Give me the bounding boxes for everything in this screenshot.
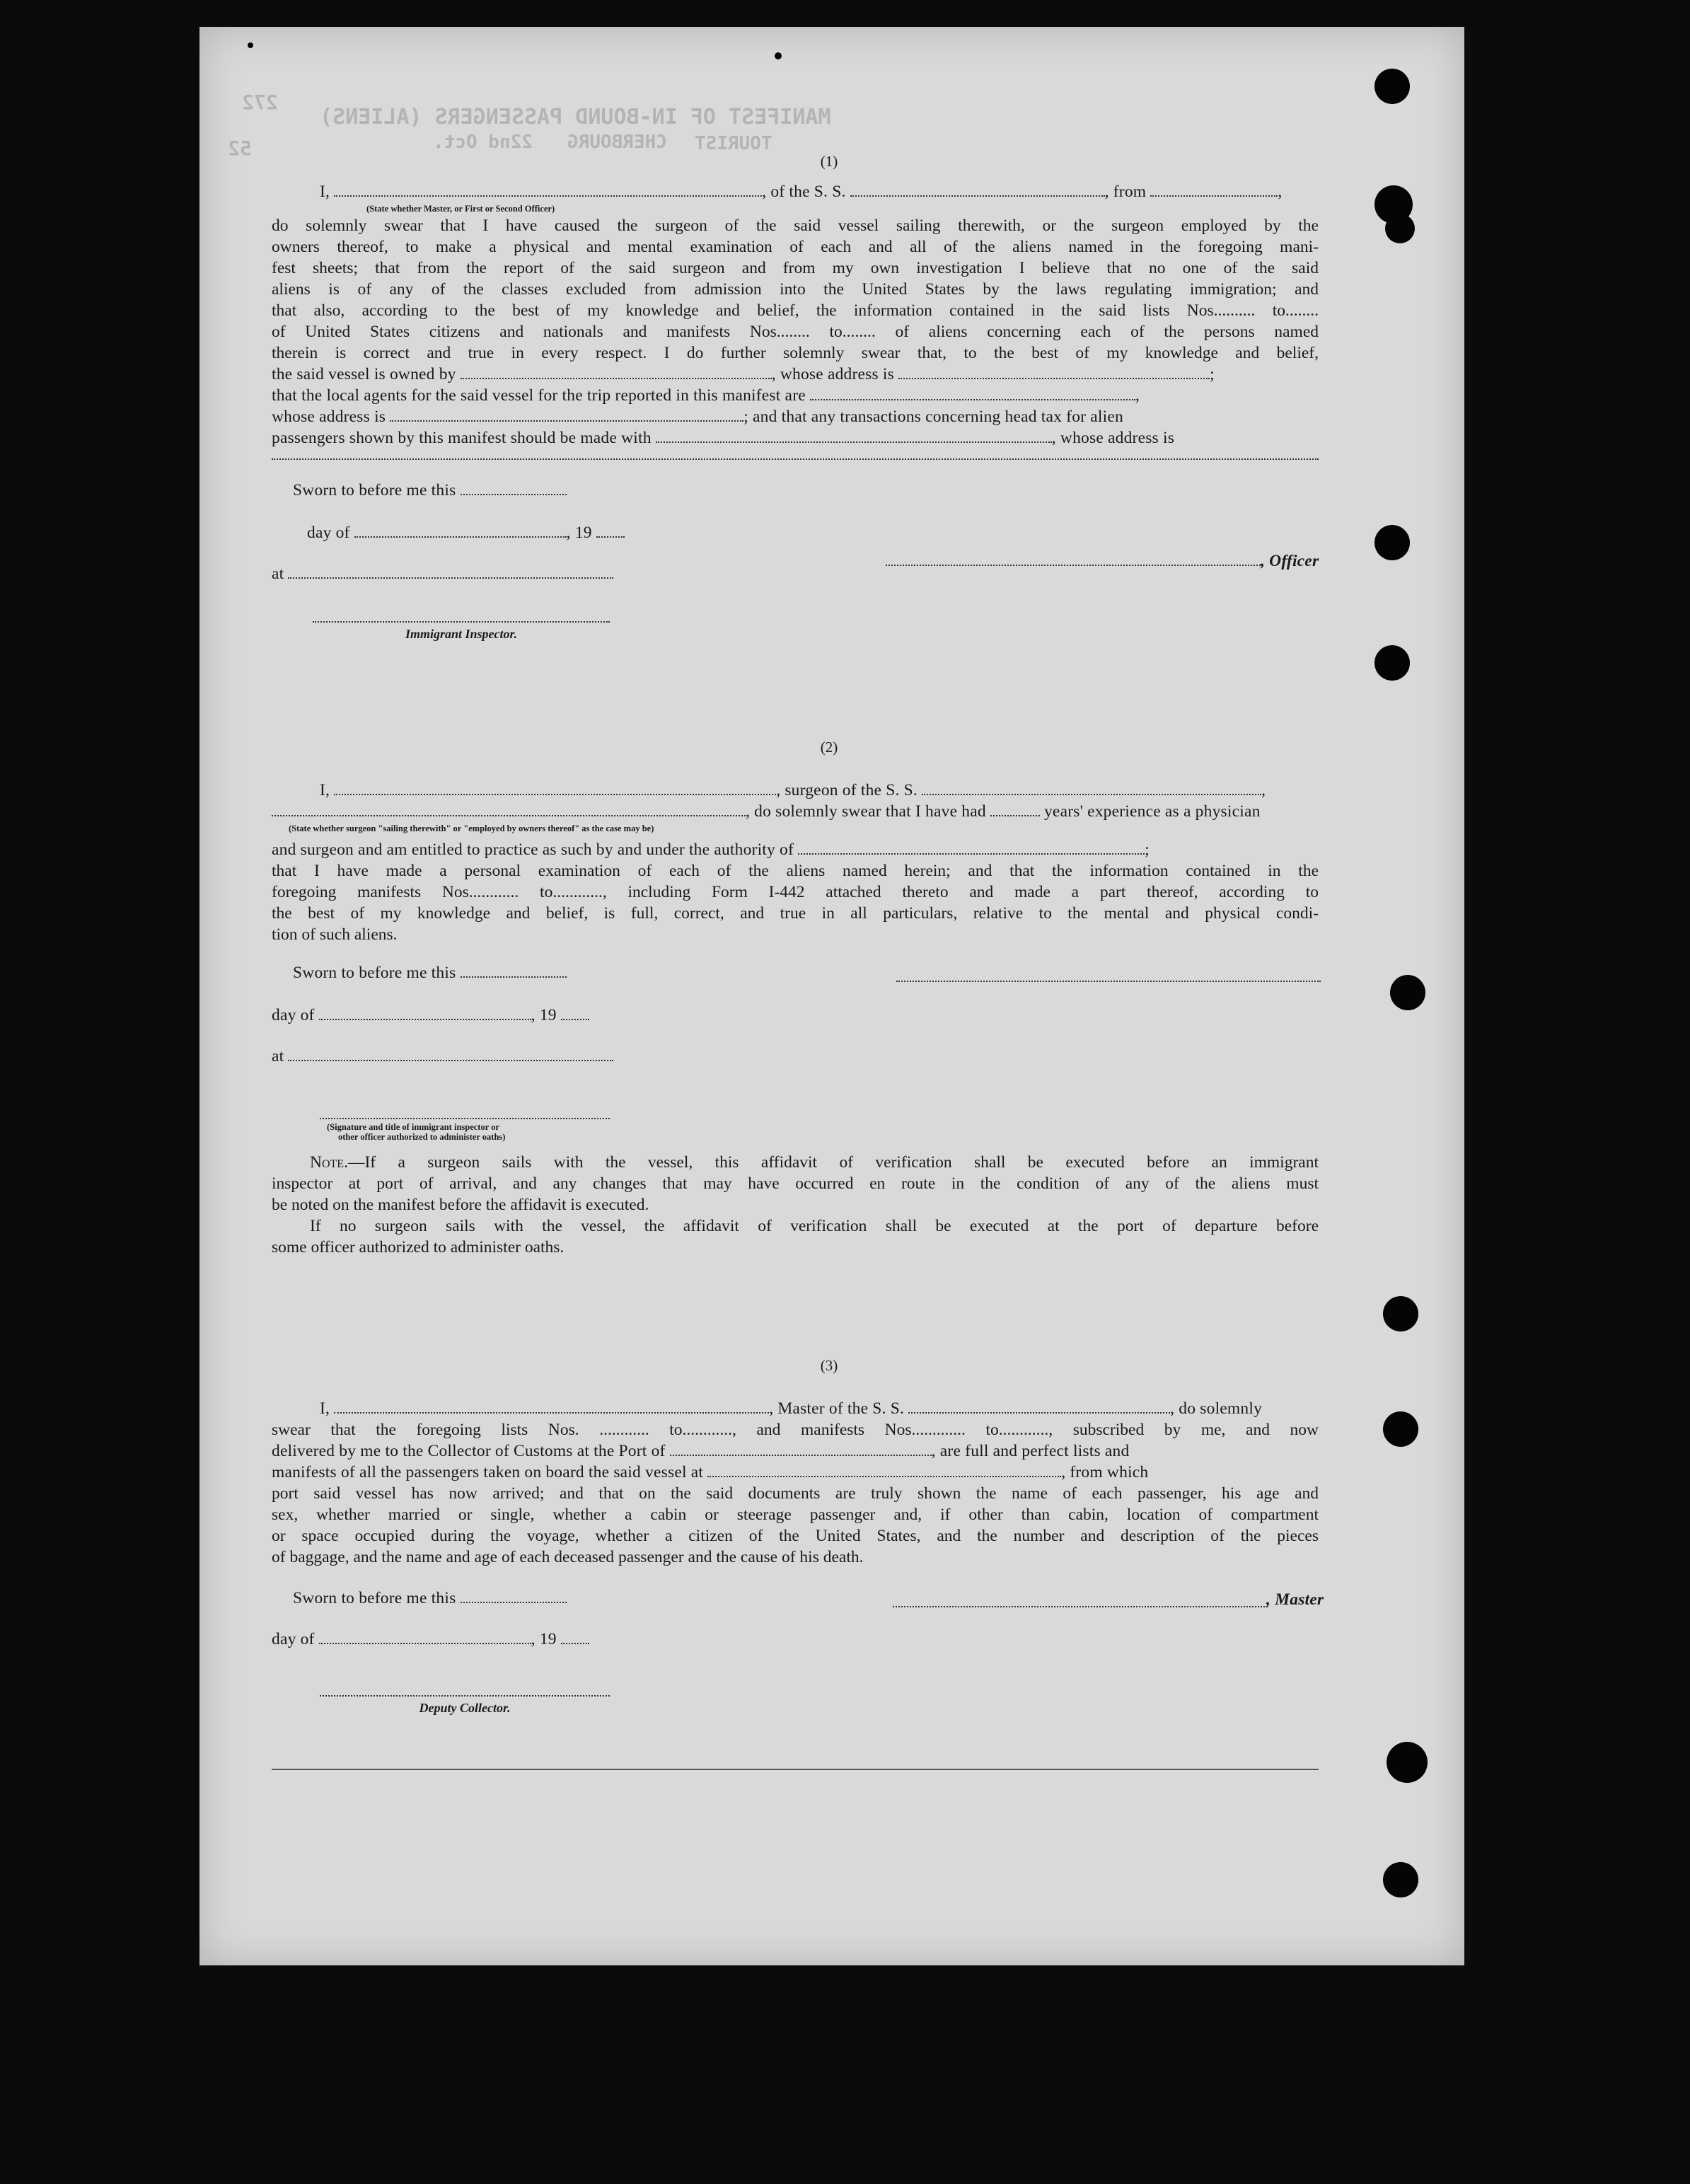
binder-hole-5 (1374, 645, 1410, 681)
sec1-agents-line: that the local agents for the said vessel for the trip reported in this manifest are , (272, 386, 1140, 405)
officer-label: , Officer (1261, 552, 1319, 570)
sec2-day-of-label: day of (272, 1006, 315, 1024)
sec2-note-line-0 (272, 1152, 1319, 1173)
inspector-signature-line[interactable] (313, 621, 610, 623)
sec3-sworn-label: Sworn to before me this (293, 1589, 456, 1607)
binder-hole-1 (1374, 69, 1410, 104)
sec3-year-label: , 19 (531, 1630, 557, 1648)
bleed-through-number: 272 (242, 91, 278, 114)
speck-center (775, 52, 782, 59)
sec2-at-label: at (272, 1047, 284, 1065)
sec3-line-5: or space occupied during the voyage, whether a citizen of the United States, and the number and description of the pieces (272, 1527, 1319, 1545)
sec3-embark-blank[interactable] (707, 1463, 1061, 1477)
sec1-line-6: therein is correct and true in every respect. I do further solemnly swear that, to the best of my knowledge and belief, (272, 344, 1319, 362)
authority-blank[interactable] (798, 840, 1145, 855)
sec1-line-0: do solemnly swear that I have caused the surgeon of the said vessel sailing therewith, or the surgeon employed by the (272, 216, 1319, 235)
deputy-collector-caption: Deputy Collector. (419, 1701, 511, 1715)
sec3-line-6: of baggage, and the name and age of each deceased passenger and the cause of his death. (272, 1548, 864, 1566)
sec1-from-blank[interactable] (1150, 183, 1278, 197)
sec2-authority-line: and surgeon and am entitled to practice as such by and under the authority of ; (272, 840, 1150, 859)
section-1-number: (1) (820, 153, 838, 170)
sec1-line-i: I, , of the S. S. , from , (320, 183, 1283, 201)
agents-blank[interactable] (810, 386, 1135, 400)
owner-blank[interactable] (461, 365, 772, 379)
passengers-label: passengers shown by this manifest should be made with (272, 429, 652, 447)
sec1-passengers-line (272, 427, 1174, 449)
sec2-note2b-line: some officer authorized to administer oaths. (272, 1238, 565, 1256)
sec1-tax-line (272, 406, 1123, 427)
sec2-line-1: foregoing manifests Nos............ to............, including Form I-442 attached thereto and made a part thereof, according to (272, 883, 1319, 901)
sec3-i-label: I, (320, 1399, 330, 1418)
note-text-0: —If a surgeon sails with the vessel, this affidavit of verification shall be executed before an immigrant (347, 1153, 1319, 1172)
head-tax-blank[interactable] (656, 429, 1052, 443)
binder-hole-7 (1383, 1296, 1418, 1331)
sec3-line-0: swear that the foregoing lists Nos. ............ to............, and manifests Nos............. to............, subscribed by me, and now (272, 1421, 1319, 1439)
sec3-collector-label: delivered by me to the Collector of Customs at the Port of (272, 1442, 666, 1460)
month-blank[interactable] (354, 524, 567, 538)
sec1-of-ss-label: , of the S. S. (762, 183, 846, 201)
binder-hole-9 (1387, 1742, 1428, 1783)
sec2-at (272, 1046, 613, 1067)
binder-hole-6 (1390, 975, 1425, 1010)
binder-hole-8 (1383, 1411, 1418, 1447)
sec1-sworn (293, 480, 567, 501)
authority-label: and surgeon and am entitled to practice as such by and under the authority of (272, 840, 794, 859)
year-blank[interactable] (596, 524, 625, 538)
sec3-day-of-label: day of (272, 1630, 315, 1648)
owned-by-label: the said vessel is owned by (272, 365, 456, 383)
sworn-label: Sworn to before me this (293, 481, 456, 499)
sec3-year-blank[interactable] (561, 1630, 589, 1644)
local-agents-label: that the local agents for the said vessel for the trip reported in this manifest are (272, 386, 806, 405)
whose-address-label-2: whose address is (272, 408, 386, 426)
sec1-at (272, 563, 613, 584)
master-of-label: , Master of the S. S. (769, 1399, 905, 1418)
sec3-ship-blank[interactable] (908, 1399, 1170, 1414)
sec3-line-2 (272, 1462, 1148, 1483)
manifest-page (199, 27, 1464, 1965)
officer-signature-line[interactable] (886, 565, 1261, 566)
agents-address-blank[interactable] (390, 408, 743, 422)
immigrant-inspector-caption: Immigrant Inspector. (405, 627, 518, 641)
sec3-sworn (293, 1588, 567, 1609)
sec3-port-blank[interactable] (670, 1442, 932, 1456)
surgeon-of-label: , surgeon of the S. S. (776, 781, 918, 799)
binder-hole-10 (1383, 1862, 1418, 1897)
sec2-day-of (272, 1005, 589, 1026)
owner-address-blank[interactable] (898, 365, 1210, 379)
note-label: Note. (310, 1153, 348, 1172)
deputy-signature-line[interactable] (320, 1695, 610, 1697)
sec3-manifests-label: manifests of all the passengers taken on board the said vessel at (272, 1463, 704, 1481)
sec2-sworn (293, 962, 567, 983)
sec1-officer-blank[interactable] (334, 183, 762, 197)
sec2-sig-note-2: other officer authorized to administer oaths) (338, 1132, 506, 1142)
at-place-blank[interactable] (288, 565, 613, 579)
sec3-line-4: sex, whether married or single, whether a cabin or steerage passenger and, if other than cabin, location of compartment (272, 1506, 1319, 1524)
sec2-sworn-label: Sworn to before me this (293, 964, 456, 982)
section-3-number: (3) (820, 1357, 838, 1374)
speck-left (248, 42, 253, 48)
sec1-day-of (307, 522, 625, 543)
year-label: , 19 (566, 524, 592, 542)
sec2-ship-blank[interactable] (922, 781, 1261, 795)
whose-address-label-3: , whose address is (1051, 429, 1175, 447)
sec1-officer-note: (State whether Master, or First or Second Officer) (366, 204, 555, 214)
whose-address-label: , whose address is (771, 365, 894, 383)
sec3-month-blank[interactable] (319, 1630, 531, 1644)
sec1-line-2: fest sheets; that from the report of the said surgeon and from my own investigation I believe that no one of the said (272, 259, 1319, 277)
bleed-through-class: TOURIST (695, 133, 772, 154)
sec2-line-surgeon-of: I, , surgeon of the S. S. , (320, 781, 1266, 799)
sec1-ship-blank[interactable] (850, 183, 1105, 197)
sec1-line-4: that also, according to the best of my knowledge and belief, the information contained in the said lists Nos.......... to........ (272, 301, 1319, 320)
bleed-through-page: 52 (228, 137, 252, 160)
sec2-line-3: tion of such aliens. (272, 925, 398, 944)
sec1-owned-line: the said vessel is owned by , whose address is ; (272, 365, 1215, 383)
bottom-rule (272, 1769, 1319, 1770)
sec2-note-line-1: inspector at port of arrival, and any changes that may have occurred en route in the condition of any of the aliens must (272, 1174, 1319, 1193)
binder-hole-4 (1374, 525, 1410, 560)
master-signature-line[interactable] (893, 1606, 1268, 1607)
sec2-year-blank[interactable] (561, 1006, 589, 1020)
sec2-surgeon-note: (State whether surgeon "sailing therewith" or "employed by owners thereof" as the case may be) (289, 824, 654, 833)
sec1-i-label: I, (320, 183, 330, 201)
sec2-at-blank[interactable] (288, 1047, 613, 1061)
from-which-label: , from which (1061, 1463, 1149, 1481)
sworn-day-blank[interactable] (461, 481, 567, 495)
sec3-line-3: port said vessel has now arrived; and that on the said documents are truly shown the name of each passenger, his age and (272, 1484, 1319, 1503)
full-perfect-label: , are full and perfect lists and (931, 1442, 1130, 1460)
head-tax-label: ; and that any transactions concerning head tax for alien (743, 408, 1123, 426)
at-label: at (272, 565, 284, 583)
sec1-address-blank-line[interactable] (272, 458, 1319, 460)
sec2-month-blank[interactable] (319, 1006, 531, 1020)
sec2-sig-note-1: (Signature and title of immigrant inspector or (327, 1122, 499, 1132)
years-blank[interactable] (990, 802, 1040, 816)
sec2-inspector-signature-line[interactable] (320, 1118, 610, 1119)
sec2-line-2: the best of my knowledge and belief, is full, correct, and true in all particulars, relative to the mental and physical condi- (272, 904, 1319, 923)
bleed-through-date: 22nd Oct. (433, 132, 533, 153)
sec3-day-of (272, 1629, 589, 1650)
sec1-line-5: of United States citizens and nationals and manifests Nos........ to........ of aliens concerning each of the persons named (272, 323, 1319, 341)
bleed-through-header: MANIFEST OF IN-BOUND PASSENGERS (ALIENS) (320, 105, 831, 129)
sec1-line-3: aliens is of any of the classes excluded from admission into the United States by the laws regulating immigration; and (272, 280, 1319, 299)
sec2-swear-line (272, 801, 1261, 822)
sec2-surgeon-type-blank[interactable] (272, 802, 746, 816)
bleed-through-port: CHERBOURG (567, 132, 667, 153)
sec2-note-line-2: be noted on the manifest before the affidavit is executed. (272, 1196, 649, 1214)
sec3-line-master (320, 1398, 1262, 1419)
solemnly-label: , do solemnly (1170, 1399, 1263, 1418)
sec1-line-1: owners thereof, to make a physical and mental examination of each and all of the aliens named in the foregoing mani- (272, 238, 1319, 256)
sec2-i-label: I, (320, 781, 330, 799)
sec2-note2-line: If no surgeon sails with the vessel, the affidavit of verification shall be executed at the port of departure before (310, 1217, 1319, 1235)
sec2-sworn-day-blank[interactable] (461, 964, 567, 978)
binder-hole-3 (1385, 214, 1415, 243)
section-2-number: (2) (820, 739, 838, 756)
sec2-surgeon-signature-line[interactable] (896, 981, 1321, 982)
sec2-swear-label: , do solemnly swear that I have had (746, 802, 986, 821)
sec2-name-blank[interactable] (334, 781, 776, 795)
sec2-line-0: that I have made a personal examination of each of the aliens named herein; and that the information contained in the (272, 862, 1319, 880)
sec3-sworn-day-blank[interactable] (461, 1589, 567, 1603)
sec3-name-blank[interactable] (334, 1399, 769, 1414)
day-of-label: day of (307, 524, 350, 542)
sec1-from-label: , from (1104, 183, 1147, 201)
sec3-line-1 (272, 1440, 1129, 1462)
sec2-year-label: , 19 (531, 1006, 557, 1024)
years-label: years' experience as a physician (1043, 802, 1261, 821)
master-label: , Master (1266, 1590, 1324, 1609)
